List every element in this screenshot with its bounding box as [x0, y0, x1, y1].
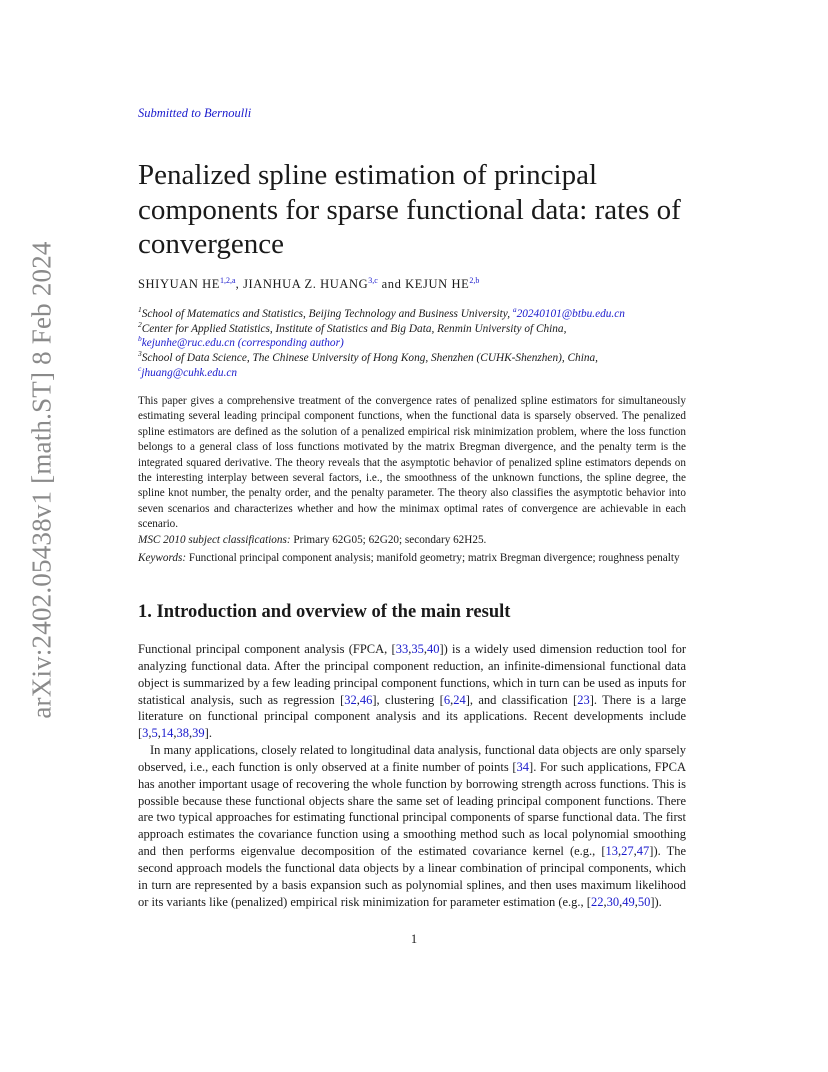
affiliation-number: 2	[138, 320, 142, 329]
paper-title: Penalized spline estimation of principal components for sparse functional data: rates of convergence	[138, 159, 681, 260]
section-heading: 1. Introduction and overview of the main result	[138, 602, 511, 622]
text-run: ,	[423, 642, 427, 656]
text-run: ,	[189, 726, 193, 741]
text-run: ,	[450, 692, 454, 707]
citation-link[interactable]: 22	[590, 894, 604, 909]
email-mark: a	[512, 305, 517, 314]
citation-link[interactable]: 24	[453, 692, 466, 707]
citation-link[interactable]: 14	[160, 726, 174, 741]
abstract-text: This paper gives a comprehensive treatment of the convergence rates of penalized spline estimators for simultaneously estimating several leading principal component functions, when the functional data is sparsely observed. The penalized spline estimators are defined as the solution of a penalized empirical risk minimization problem, where the loss function belongs to a general class of loss functions motivated by the matrix Bregman divergence, and the penalty term is the integrated squared derivative. The theory reveals that the asymptotic behavior of penalized spline estimators depends on the interesting interplay between several factors, i.e., the smoothness of the unknown functions, the spline degree, the spline knot number, the penalty order, and the penalty parameter. The theory also classifies the asymptotic behavior into seven scenarios and characterizes whether and how the minimax optimal rates of convergence are achievable in each scenario.	[138, 395, 686, 531]
email-mark: c	[138, 364, 142, 373]
paragraph-1	[138, 641, 686, 742]
venue-link[interactable]: Submitted to Bernoulli	[138, 106, 252, 120]
citation-link[interactable]: 23	[577, 692, 590, 707]
corresponding-note: (corresponding author)	[234, 336, 344, 349]
msc-label: MSC 2010 subject classifications:	[138, 534, 291, 546]
page-number: 1	[410, 932, 418, 946]
citation-link[interactable]: 47	[636, 844, 650, 859]
text-run: ]. For such applications, FPCA has another important usage of recovering the whole function by borrowing strength across functions. This is possible because these functional objects share the same set of leading principal component functions. There are two typical approaches for estimating functional principal components of sparse functional data. The first approach estimates the covariance function using a smoothing method such as local polynomial smoothing and then performs eigenvalue decomposition of the estimated covariance kernel (e.g., [	[138, 759, 686, 859]
affiliation-text: School of Matematics and Statistics, Beijing Technology and Business University,	[141, 307, 513, 320]
citation-link[interactable]: 27	[621, 844, 634, 859]
paragraph-2	[138, 742, 686, 910]
email-mark: b	[138, 334, 142, 343]
citation-link[interactable]: 40	[426, 642, 440, 656]
author-name: SHIYUAN HE	[138, 277, 221, 292]
text-run: ]).	[650, 894, 662, 909]
msc-value: Primary 62G05; 62G20; secondary 62H25.	[290, 534, 487, 546]
text-run: ]. There is a large literature on functional principal component analysis and its applications. Recent developments include [	[138, 692, 686, 741]
citation-link[interactable]: 30	[606, 894, 620, 909]
text-run: ], clustering [	[372, 692, 444, 707]
author-separator: ,	[235, 277, 244, 292]
text-run: ,	[356, 692, 360, 707]
affiliation-3-email	[138, 361, 698, 381]
text-run: Functional principal component analysis (FPCA, [	[138, 642, 396, 656]
text-run: ,	[619, 894, 623, 909]
text-run: ]) is a widely used dimension reduction tool for analyzing functional data. After the principal component reduction, an infinite-dimensional functional data object is summarized by a few leading principal component functions, which in turn can be used as inputs for statistical analysis, such as regression [	[138, 642, 686, 707]
author-affiliation-mark[interactable]: 3,c	[368, 276, 378, 285]
text-run: ,	[618, 844, 622, 859]
text-run: In many applications, closely related to longitudinal data analysis, functional data objects are only sparsely observed, i.e., each function is only observed at a finite number of points [	[138, 743, 686, 774]
text-run: ,	[408, 642, 412, 656]
citation-link[interactable]: 34	[516, 759, 530, 774]
citation-link[interactable]: 46	[359, 692, 373, 707]
author-email-link[interactable]: 20240101@btbu.edu.cn	[516, 307, 625, 320]
text-run: ]). The second approach models the functional data objects by a linear combination of principal components, which in turn are represented by a basis expansion such as polynomial splines, and then uses maximum likelihood or its variants like (penalized) empirical risk minimization for parameter estimation (e.g., [	[138, 844, 686, 909]
arxiv-identifier: arXiv:2402.05438v1 [math.ST] 8 Feb 2024	[26, 241, 57, 719]
keywords-label: Keywords:	[138, 552, 187, 564]
text-run: ,	[603, 894, 607, 909]
author-email-link[interactable]: kejunhe@ruc.edu.cn	[141, 336, 235, 349]
keywords-value: Functional principal component analysis; manifold geometry; matrix Bregman divergence; roughness penalty	[186, 552, 680, 564]
citation-link[interactable]: 32	[344, 692, 357, 707]
author-affiliation-mark[interactable]: 1,2,a	[220, 276, 236, 285]
citation-link[interactable]: 5	[151, 726, 158, 741]
author-name: JIANHUA Z. HUANG	[243, 277, 369, 292]
text-run: ], and classification [	[465, 692, 578, 707]
citation-link[interactable]: 35	[411, 642, 424, 656]
citation-link[interactable]: 13	[605, 844, 619, 859]
citation-link[interactable]: 6	[443, 692, 451, 707]
author-list	[138, 276, 479, 292]
citation-link[interactable]: 39	[192, 726, 205, 741]
arxiv-sidebar	[22, 241, 62, 719]
msc-classifications	[138, 533, 686, 548]
author-separator: and	[377, 277, 406, 292]
citation-link[interactable]: 50	[637, 894, 651, 909]
affiliation-number: 3	[138, 349, 142, 358]
author-email-link[interactable]: jhuang@cuhk.edu.cn	[141, 366, 238, 379]
text-run: ].	[204, 726, 212, 741]
text-run: ,	[157, 726, 161, 741]
affiliation-text: Center for Applied Statistics, Institute of Statistics and Big Data, Renmin University of China,	[141, 322, 567, 335]
text-run: ,	[148, 726, 152, 741]
text-run: ,	[173, 726, 177, 741]
citation-link[interactable]: 3	[142, 726, 149, 741]
author-affiliation-mark[interactable]: 2,b	[469, 276, 480, 285]
text-run: ,	[634, 894, 638, 909]
affiliation-text: School of Data Science, The Chinese University of Hong Kong, Shenzhen (CUHK-Shenzhen), China,	[141, 351, 598, 364]
author-name: KEJUN HE	[405, 277, 470, 292]
keywords	[138, 551, 686, 566]
section-body	[138, 641, 686, 911]
affiliation-number: 1	[138, 305, 142, 314]
text-run: ,	[633, 844, 637, 859]
citation-link[interactable]: 33	[395, 642, 409, 656]
citation-link[interactable]: 38	[176, 726, 190, 741]
citation-link[interactable]: 49	[622, 894, 635, 909]
